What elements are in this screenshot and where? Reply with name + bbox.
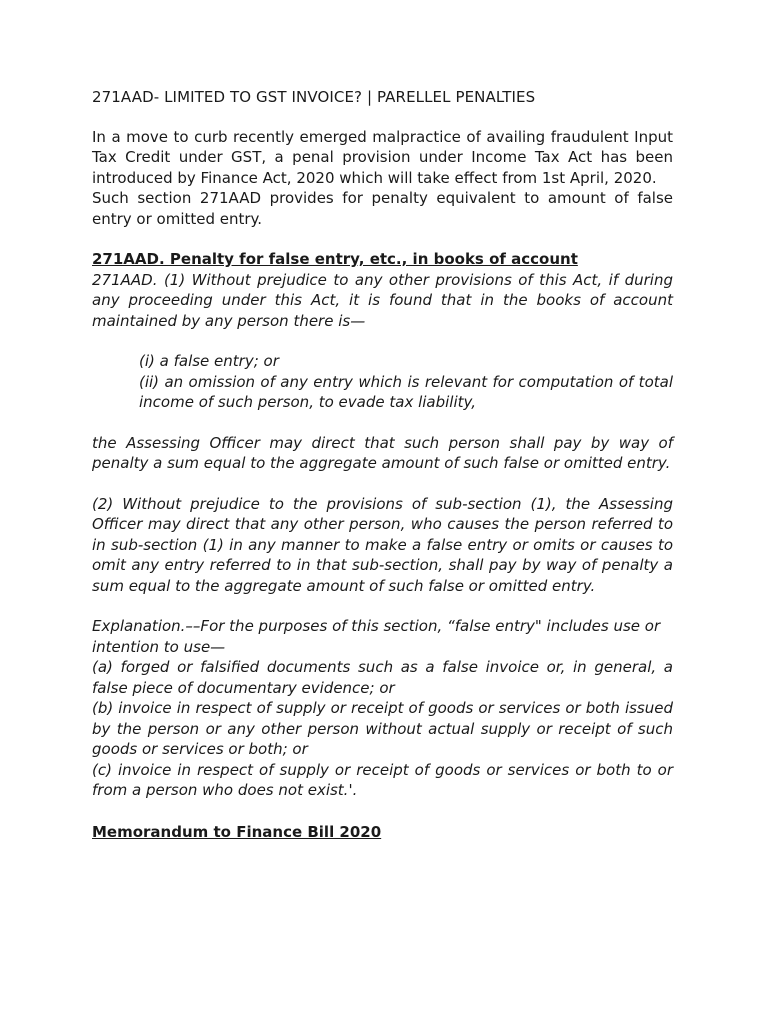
clause-ii: (ii) an omission of any entry which is relevant for computation of total income of such person, to evade tax liability, bbox=[139, 372, 673, 411]
document-title: 271AAD- LIMITED TO GST INVOICE? | PARELLEL PENALTIES bbox=[92, 88, 536, 106]
intro-paragraph-1: In a move to curb recently emerged malpractice of availing fraudulent Input Tax Credit under GST, a penal provision under Income Tax Act has been introduced by Finance Act, 2020 which will take effect from 1st April, 2020. bbox=[92, 127, 673, 187]
explanation-clause-b: (b) invoice in respect of supply or receipt of goods or services or both issued by the person or any other person without actual supply or receipt of such goods or services or both; or bbox=[92, 699, 673, 758]
clause-i: (i) a false entry; or bbox=[139, 352, 279, 370]
subsection-1-text: 271AAD. (1) Without prejudice to any other provisions of this Act, if during any proceeding under this Act, it is found that in the books of account maintained by any person there is— bbox=[92, 270, 673, 330]
explanation-line-2: intention to use— bbox=[92, 637, 226, 656]
explanation-clause-a: (a) forged or falsified documents such as a false invoice or, in general, a false piece of documentary evidence; or bbox=[92, 658, 673, 697]
subsection-2-text: (2) Without prejudice to the provisions of sub-section (1), the Assessing Officer may direct that any other person, who causes the person referred to in sub-section (1) in any manner to make a false entry or omits or causes to omit any entry referred to in that sub-section, shall pay by way of penalty a sum equal to the aggregate amount of such false or omitted entry. bbox=[92, 494, 673, 595]
intro-paragraph-2: Such section 271AAD provides for penalty equivalent to amount of false entry or omitted entry. bbox=[92, 189, 673, 228]
section-heading: 271AAD. Penalty for false entry, etc., in books of account bbox=[92, 250, 578, 268]
memorandum-heading: Memorandum to Finance Bill 2020 bbox=[92, 822, 382, 841]
explanation-clause-c: (c) invoice in respect of supply or receipt of goods or services or both to or from a person who does not exist.'. bbox=[92, 760, 673, 799]
subsection-1-tail: the Assessing Officer may direct that such person shall pay by way of penalty a sum equal to the aggregate amount of such false or omitted entry. bbox=[92, 433, 673, 472]
explanation-line-1: Explanation.––For the purposes of this section, “false entry" includes use or bbox=[92, 617, 661, 635]
